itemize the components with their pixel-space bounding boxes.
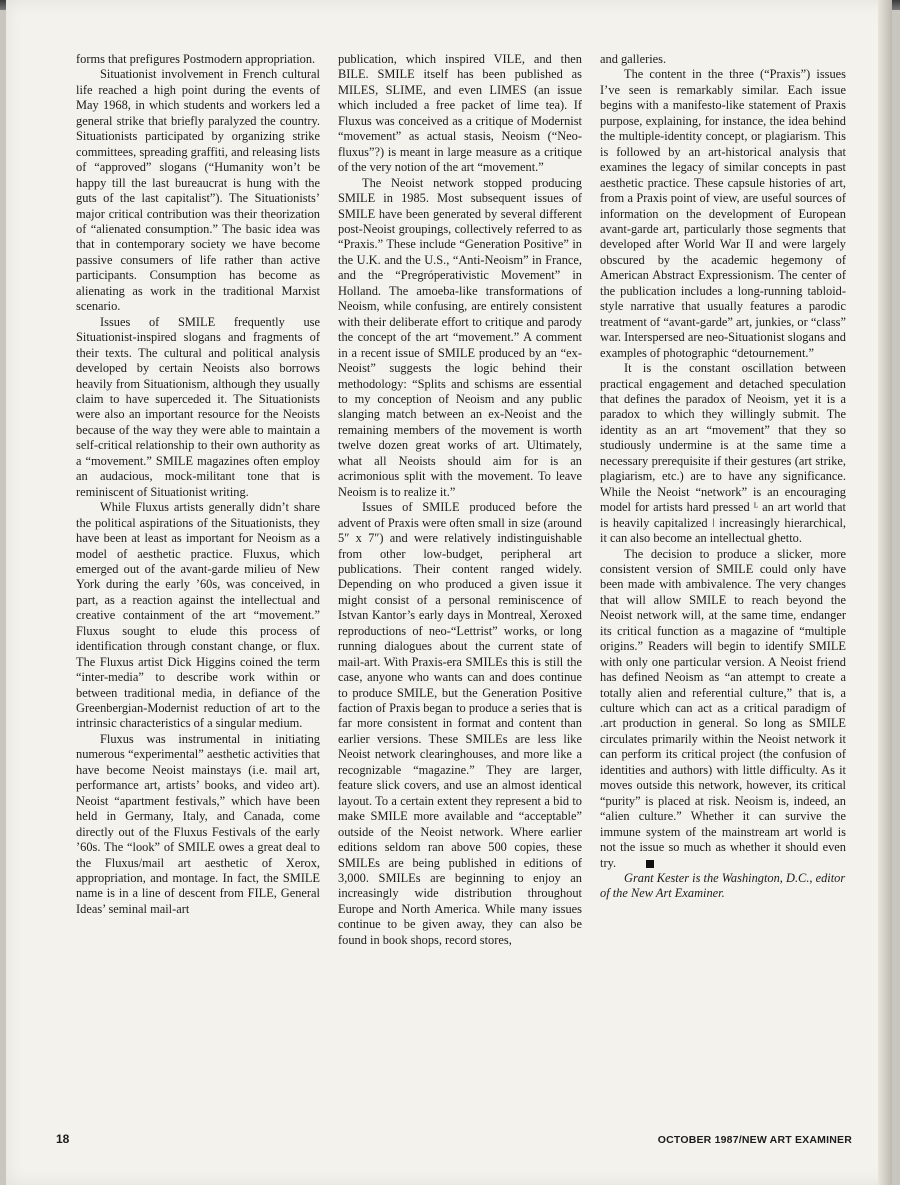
paragraph: While Fluxus artists generally didn’t share the political aspirations of the Situationists, they have been at least as important for Neoism as a model of aesthetic practice. Fluxus, which emerged out of the avant-garde milieu of New York during the early ’60s, was conceived, in part, as a reaction against the intellectual and creative containment of the art “movement.” Fluxus sought to elude this process of identification through constant change, or flux. The Fluxus artist Dick Higgins coined the term “inter-media” to describe work within or between traditional media, in defiance of the Greenbergian-Modernist reduction of art to the intrinsic characteristics of a singular medium. (76, 500, 320, 731)
text-column-1 (76, 52, 320, 917)
paragraph: forms that prefigures Postmodern appropriation. (76, 52, 316, 66)
paragraph: The content in the three (“Praxis”) issues I’ve seen is remarkably similar. Each issue begins with a manifesto-like statement of Praxis purpose, explaining, for instance, the idea behind the multiple-identity concept, or plagiarism. This is followed by an art-historical analysis that examines the legacy of similar concepts in past aesthetic practice. These capsule histories of art, from a Praxis point of view, are useful sources of information on the development of European avant-garde art, particularly those segments that developed after World War II and were largely obscured by the academic hegemony of American Abstract Expressionism. The center of the publication includes a long-running tabloid-style narrative that usually features a parodic treatment of “avant-garde” art, junkies, or “class” war. Interspersed are neo-Situationist slogans and examples of photographic “detournement.” (600, 67, 846, 360)
end-of-article-mark-icon (646, 860, 654, 868)
paragraph: Issues of SMILE produced before the advent of Praxis were often small in size (around 5″ x 7″) and were relatively indistinguishable from other low-budget, peripheral art publications. Their content ranged widely. Depending on who produced a given issue it might consist of a personal reminiscence of Istvan Kantor’s early days in Montreal, Xeroxed reproductions of neo-“Lettrist” works, or long running dialogues about the current state of mail-art. With Praxis-era SMILEs this is still the case, anyone who wants can and does continue to produce SMILE, but the Generation Positive faction of Praxis began to produce a series that is far more consistent in format and content than earlier versions. These SMILEs are less like Neoist network clearinghouses, and more like a recognizable “magazine.” They are larger, feature slick covers, and use an almost identical layout. To a certain extent they represent a bid to make SMILE more available and “acceptable” outside of the Neoist network. Where earlier editions seldom ran above 500 copies, these SMILEs are being published in editions of 3,000. SMILEs are beginning to enjoy an increasingly wide distribution throughout Europe and North America. While many issues continue to be given away, they can also be found in book shops, record stores, (338, 500, 582, 947)
paragraph-text: The decision to produce a slicker, more consistent version of SMILE could only have been made with ambivalence. The very changes that will allow SMILE to reach beyond the Neoist network will, at the same time, endanger its critical function as a magazine of “multiple origins.” Readers will begin to identify SMILE with only one particular version. A Neoist friend has defined Neoism as “an attempt to create a totally alien and referential culture,” that is, a culture which can act as a critical paradigm of .art production in general. So long as SMILE circulates primarily within the Neoist network it can perform its critical project (the confusion of identities and authors) with little difficulty. As it moves outside this network, however, its critical “purity” is placed at risk. Neoism is, indeed, an “alien culture.” Whether it can survive the immune system of the mainstream art world is not the issue so much as whether it should even try. (600, 546, 846, 870)
paragraph: The Neoist network stopped producing SMILE in 1985. Most subsequent issues of SMILE have been generated by several different post-Neoist groupings, collectively referred to as “Praxis.” These include “Generation Positive” in the U.K. and the U.S., “Anti-Neoism” in France, and the “Pregróperativistic Movement” in Holland. The amoeba-like transformations of Neoism, while confusing, are entirely consistent with their deliberate effort to critique and parody the concept of the art “movement.” A comment in a recent issue of SMILE produced by an “ex-Neoist” suggests the logic behind their methodology: “Splits and schisms are essential to my conception of Neoism and any public slanging match between an ex-Neoist and the remaining members of the movement is worth twelve dozen great works of art. Ultimately, what all Neoists should aim for is an acrimonious split with the movement. To leave Neoism is to realize it.” (338, 175, 582, 499)
paragraph (600, 547, 846, 872)
paragraph: Situationist involvement in French cultural life reached a high point during the events of May 1968, in which students and workers led a general strike that briefly paralyzed the country. Situationists participated by organizing strike committees, spreading graffiti, and releasing lists of “approved” slogans (“Humanity won’t be happy till the last bureaucrat is hung with the guts of the last capitalist”). The Situationists’ major critical contribution was their theorization of “alienated consumption.” The basic idea was that in contemporary society we have become passive consumers of life rather than active participants. Consumption has become as alienating as work in the traditional Marxist scenario. (76, 67, 320, 314)
text-column-3 (600, 52, 846, 902)
page-number: 18 (56, 1132, 70, 1146)
running-footer: OCTOBER 1987/NEW ART EXAMINER (657, 1134, 852, 1146)
paragraph: Issues of SMILE frequently use Situationist-inspired slogans and fragments of their texts. The cultural and political analysis developed by certain Neoists also borrows heavily from Situationism, although they usually claim to have superceded it. The Situationists were also an important resource for the Neoists because of the way they were able to maintain a self-critical relationship to their own authority as a “movement.” SMILE magazines often employ an audacious, mock-militant tone that is reminiscent of Situationist writing. (76, 314, 320, 499)
paragraph: Fluxus was instrumental in initiating numerous “experimental” aesthetic activities that have become Neoist mainstays (i.e. mail art, performance art, artists’ books, and video art). Neoist “apartment festivals,” which have been held in Germany, Italy, and Canada, come directly out of the Fluxus Festivals of the early ’60s. The “look” of SMILE owes a great deal to the Fluxus/mail art aesthetic of Xerox, appropriation, and montage. In fact, the SMILE name is in a line of descent from FILE, General Ideas’ seminal mail-art (76, 731, 320, 916)
scan-right-edge (878, 0, 892, 1185)
author-bio: Grant Kester is the Washington, D.C., editor of the New Art Examiner. (600, 871, 846, 901)
paragraph: It is the constant oscillation between practical engagement and detached speculation that defines the paradox of Neoism, yet it is a paradox to which they willingly submit. The identity as an art “movement” that they so studiously undermine is at the same time a necessary prerequisite if their gestures (art strike, plagiarism, etc.) are to have any significance. While the Neoist “network” is an encouraging model for artists hard pressed ᴸ an art world that is heavily capitalized ǀ increasingly hierarchical, it can also become an intellectual ghetto. (600, 361, 846, 546)
paragraph: publication, which inspired VILE, and then BILE. SMILE itself has been published as MILES, SLIME, and even LIMES (an issue which included a free packet of lime tea). If Fluxus was conceived as a critique of Modernist “movement” as actual stasis, Neoism (“Neo-fluxus”?) is meant in large measure as a critique of the very notion of the art “movement.” (338, 52, 582, 175)
text-column-2 (338, 52, 582, 948)
paragraph: and galleries. (600, 52, 667, 66)
